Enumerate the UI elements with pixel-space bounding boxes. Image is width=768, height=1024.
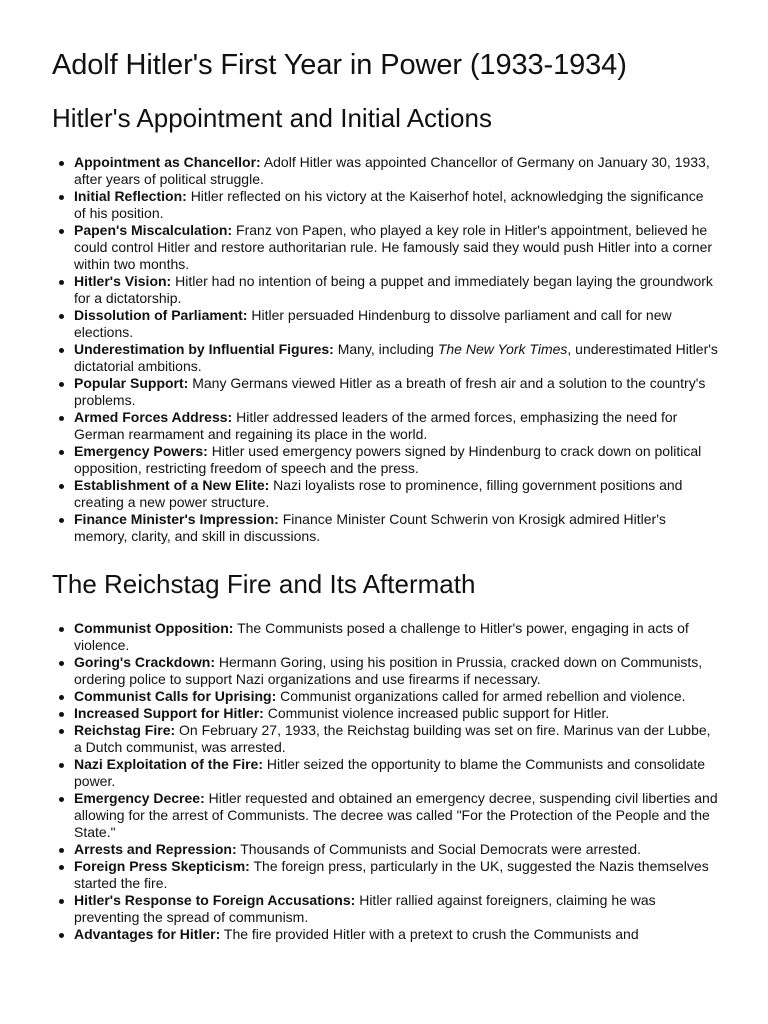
item-term: Emergency Decree: [74,790,205,806]
item-text-before: Many, including [337,341,434,357]
item-text: Finance Minister Count Schwerin von Krosigk admired Hitler's memory, clarity, and skill in discussions. [74,511,666,544]
list-item [74,841,718,858]
item-text: Hitler had no intention of being a puppet and immediately began laying the groundwork for a dictatorship. [74,273,713,306]
list-item [74,722,718,756]
list-item [74,926,718,943]
list-item [74,892,718,926]
item-text: Adolf Hitler was appointed Chancellor of Germany on January 30, 1933, after years of political struggle. [74,154,710,187]
list-item [74,620,718,654]
item-text: Hitler addressed leaders of the armed forces, emphasizing the need for German rearmament and regaining its place in the world. [74,409,678,442]
list-item [74,790,718,841]
item-text: Hitler seized the opportunity to blame the Communists and consolidate power. [74,756,706,789]
item-text: Franz von Papen, who played a key role in Hitler's appointment, believed he could control Hitler and restore authoritarian rule. He famously said they would push Hitler into a corner within two months. [74,222,713,272]
bullet-list-appointment [52,154,718,545]
item-text: Hitler rallied against foreigners, claiming he was preventing the spread of communism. [74,892,656,925]
item-term: Papen's Miscalculation: [74,222,233,238]
bullet-list-reichstag-fire [52,620,718,943]
section-heading-appointment: Hitler's Appointment and Initial Actions [52,103,492,133]
item-term: Emergency Powers: [74,443,208,459]
item-text: The fire provided Hitler with a pretext to crush the Communists and [223,926,639,942]
item-term: Goring's Crackdown: [74,654,216,670]
item-text: Thousands of Communists and Social Democrats were arrested. [240,841,641,857]
list-item [74,222,718,273]
list-item [74,375,718,409]
list-item [74,477,718,511]
item-text: Nazi loyalists rose to prominence, filling government positions and creating a new power structure. [74,477,683,510]
item-term: Initial Reflection: [74,188,187,204]
item-term: Appointment as Chancellor: [74,154,261,170]
item-term: Popular Support: [74,375,189,391]
item-text: Hitler requested and obtained an emergency decree, suspending civil liberties and allowing for the arrest of Communists. The decree was called "For the Protection of the People and the State." [74,790,718,840]
list-item [74,307,718,341]
item-term: Increased Support for Hitler: [74,705,264,721]
item-term: Underestimation by Influential Figures: [74,341,334,357]
section-heading-reichstag-fire: The Reichstag Fire and Its Aftermath [52,569,476,599]
item-term: Armed Forces Address: [74,409,233,425]
item-emphasis: The New York Times [437,341,568,357]
item-text: The foreign press, particularly in the UK, suggested the Nazis themselves started the fire. [74,858,709,891]
item-term: Hitler's Response to Foreign Accusations: [74,892,356,908]
item-term: Reichstag Fire: [74,722,176,738]
item-term: Advantages for Hitler: [74,926,221,942]
item-text: Communist organizations called for armed rebellion and violence. [280,688,686,704]
list-item [74,705,718,722]
document-title: Adolf Hitler's First Year in Power (1933-1934) [52,49,627,81]
list-item [74,688,718,705]
list-item [74,341,718,375]
item-term: Arrests and Repression: [74,841,237,857]
item-term: Foreign Press Skepticism: [74,858,250,874]
item-term: Hitler's Vision: [74,273,172,289]
list-item [74,511,718,545]
item-text: Hitler reflected on his victory at the Kaiserhof hotel, acknowledging the significance of his position. [74,188,704,221]
list-item [74,188,718,222]
list-item [74,443,718,477]
item-term: Establishment of a New Elite: [74,477,270,493]
item-text: On February 27, 1933, the Reichstag building was set on fire. Marinus van der Lubbe, a Dutch communist, was arrested. [74,722,711,755]
item-term: Dissolution of Parliament: [74,307,248,323]
item-term: Communist Calls for Uprising: [74,688,277,704]
item-text: The Communists posed a challenge to Hitler's power, engaging in acts of violence. [74,620,689,653]
item-text: Communist violence increased public support for Hitler. [267,705,610,721]
item-text: , underestimated Hitler's dictatorial ambitions. [74,341,718,374]
item-text: Hermann Goring, using his position in Prussia, cracked down on Communists, ordering police to support Nazi organizations and use firearms if necessary. [74,654,703,687]
list-item [74,654,718,688]
list-item [74,154,718,188]
item-term: Finance Minister's Impression: [74,511,279,527]
list-item [74,273,718,307]
item-text: Many Germans viewed Hitler as a breath of fresh air and a solution to the country's problems. [74,375,706,408]
item-text: Hitler used emergency powers signed by Hindenburg to crack down on political opposition, restricting freedom of speech and the press. [74,443,702,476]
list-item [74,409,718,443]
item-term: Communist Opposition: [74,620,234,636]
item-term: Nazi Exploitation of the Fire: [74,756,264,772]
item-text: Hitler persuaded Hindenburg to dissolve parliament and call for new elections. [74,307,672,340]
list-item [74,858,718,892]
list-item [74,756,718,790]
